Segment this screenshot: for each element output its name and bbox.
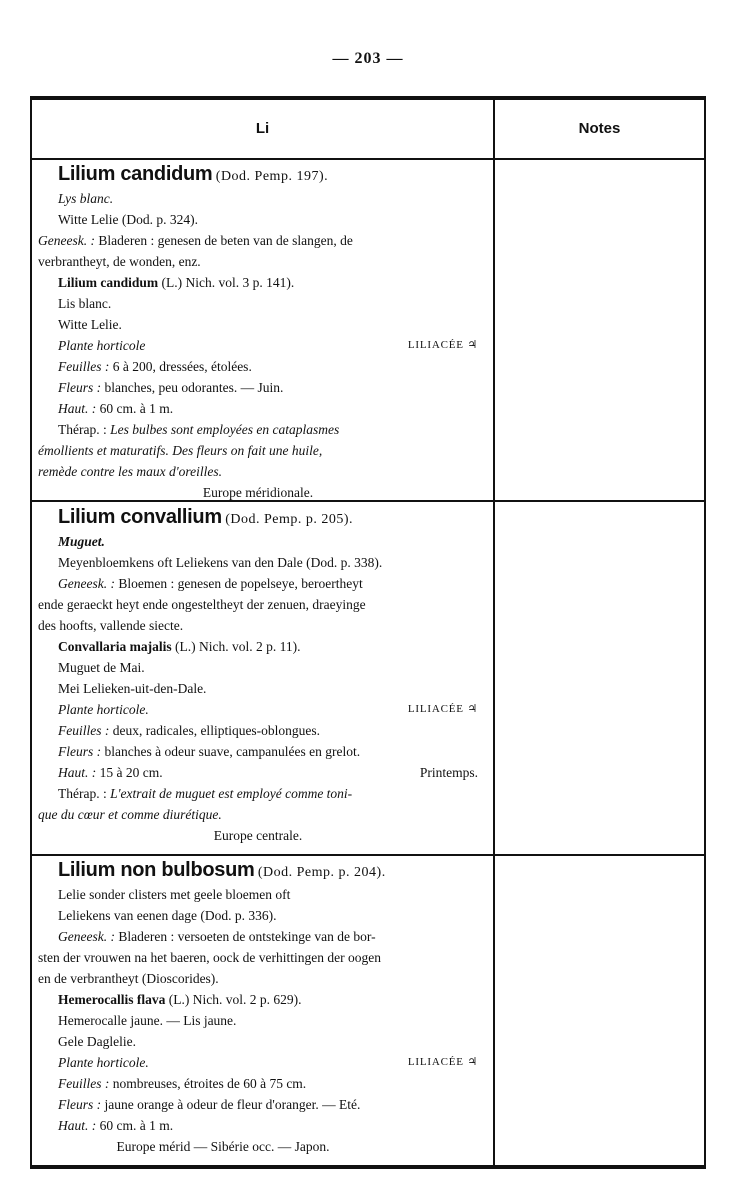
linnaean-name-fr: Lis blanc. [58,296,112,311]
fleurs-label: Fleurs : [58,1097,102,1112]
common-name-nl: Lelie sonder clisters met geele bloemen oft [58,887,291,902]
family-name: LILIACÉE ♃ [407,703,478,715]
plante-horticole: Plante horticole [58,338,146,353]
haut-text: 15 à 20 cm. [99,765,163,780]
linnaean-name-fr: Hemerocalle jaune. — Lis jaune. [58,1013,237,1028]
therap-text-cont: que du cœur et comme diurétique. [38,807,222,822]
linnaean-name: Hemerocallis flava [58,992,166,1007]
therap-label: Thérap. : [58,786,107,801]
common-name-nl: Witte Lelie (Dod. p. 324). [58,212,199,227]
entry-lilium-convallium [38,503,478,846]
entry-reference: (Dod. Pemp. 197). [215,169,329,184]
entry-title: Lilium candidum [58,163,213,185]
common-name-fr: Muguet. [58,534,105,549]
feuilles-label: Feuilles : [58,359,110,374]
feuilles-label: Feuilles : [58,723,110,738]
geneesk-label: Geneesk. : [58,576,115,591]
common-name-nl: Meyenbloemkens oft Leliekens van den Dale (Dod. p. 338). [58,555,383,570]
linnaean-name: Lilium candidum [58,275,159,290]
haut-label: Haut. : [58,765,97,780]
linnaean-name-nl: Mei Lelieken-uit-den-Dale. [58,681,207,696]
linnaean-name-nl: Gele Daglelie. [58,1034,136,1049]
region: Europe méridionale. [202,485,314,500]
region: Europe mérid — Sibérie occ. — Japon. [116,1139,330,1154]
entry-reference: (Dod. Pemp. p. 204). [257,865,386,880]
geneesk-text-cont: verbrantheyt, de wonden, enz. [38,254,201,269]
geneesk-text-cont: des hoofts, vallende siecte. [38,618,184,633]
geneesk-text: Bladeren : genesen de beten van de slangen, de [98,233,353,248]
entry-lilium-non-bulbosum [38,856,478,1157]
geneesk-text-cont: sten der vrouwen na het baeren, oock de verhittingen der oogen [38,950,381,965]
feuilles-label: Feuilles : [58,1076,110,1091]
geneesk-text: Bloemen : genesen de popelseye, beroertheyt [118,576,363,591]
common-name-nl-cont: Leliekens van eenen dage (Dod. p. 336). [58,908,277,923]
family-name: LILIACÉE ♃ [407,339,478,351]
haut-text: 60 cm. à 1 m. [99,1118,174,1133]
linnaean-name-nl: Witte Lelie. [58,317,122,332]
entry-lilium-candidum [38,160,478,503]
entry-reference: (Dod. Pemp. p. 205). [225,512,354,527]
fleurs-text: blanches à odeur suave, campanulées en grelot. [104,744,361,759]
therap-text-cont: émollients et maturatifs. Des fleurs on fait une huile, [38,443,323,458]
page-number: — 203 — [332,50,404,67]
column-divider [493,100,495,1165]
entry-title: Lilium non bulbosum [58,859,255,881]
column-header-notes: Notes [578,120,621,137]
linnaean-reference: (L.) Nich. vol. 2 p. 629). [168,992,302,1007]
family-name: LILIACÉE ♃ [407,1056,478,1068]
therap-text: L'extrait de muguet est employé comme toni- [110,786,353,801]
plante-horticole: Plante horticole. [58,1055,149,1070]
geneesk-text-cont: en de verbrantheyt (Dioscorides). [38,971,219,986]
geneesk-label: Geneesk. : [58,929,115,944]
therap-label: Thérap. : [58,422,107,437]
entry-title: Lilium convallium [58,506,222,528]
therap-text: Les bulbes sont employées en cataplasmes [110,422,340,437]
haut-label: Haut. : [58,401,97,416]
geneesk-text-cont: ende geraeckt heyt ende ongesteltheyt der zenuen, draeyinge [38,597,366,612]
common-name-fr: Lys blanc. [58,191,114,206]
plante-horticole: Plante horticole. [58,702,149,717]
fleurs-label: Fleurs : [58,744,102,759]
geneesk-text: Bladeren : versoeten de ontstekinge van de bor- [118,929,376,944]
season: Printemps. [419,765,478,780]
linnaean-reference: (L.) Nich. vol. 3 p. 141). [161,275,295,290]
haut-text: 60 cm. à 1 m. [99,401,174,416]
fleurs-label: Fleurs : [58,380,102,395]
feuilles-text: nombreuses, étroites de 60 à 75 cm. [112,1076,307,1091]
linnaean-name-fr: Muguet de Mai. [58,660,145,675]
feuilles-text: deux, radicales, elliptiques-oblongues. [112,723,321,738]
linnaean-reference: (L.) Nich. vol. 2 p. 11). [175,639,301,654]
therap-text-cont: remède contre les maux d'oreilles. [38,464,222,479]
feuilles-text: 6 à 200, dressées, étolées. [112,359,252,374]
geneesk-label: Geneesk. : [38,233,95,248]
column-header-li: Li [255,120,270,137]
region: Europe centrale. [213,828,303,843]
fleurs-text: jaune orange à odeur de fleur d'oranger. — Eté. [104,1097,361,1112]
linnaean-name: Convallaria majalis [58,639,172,654]
fleurs-text: blanches, peu odorantes. — Juin. [104,380,284,395]
haut-label: Haut. : [58,1118,97,1133]
